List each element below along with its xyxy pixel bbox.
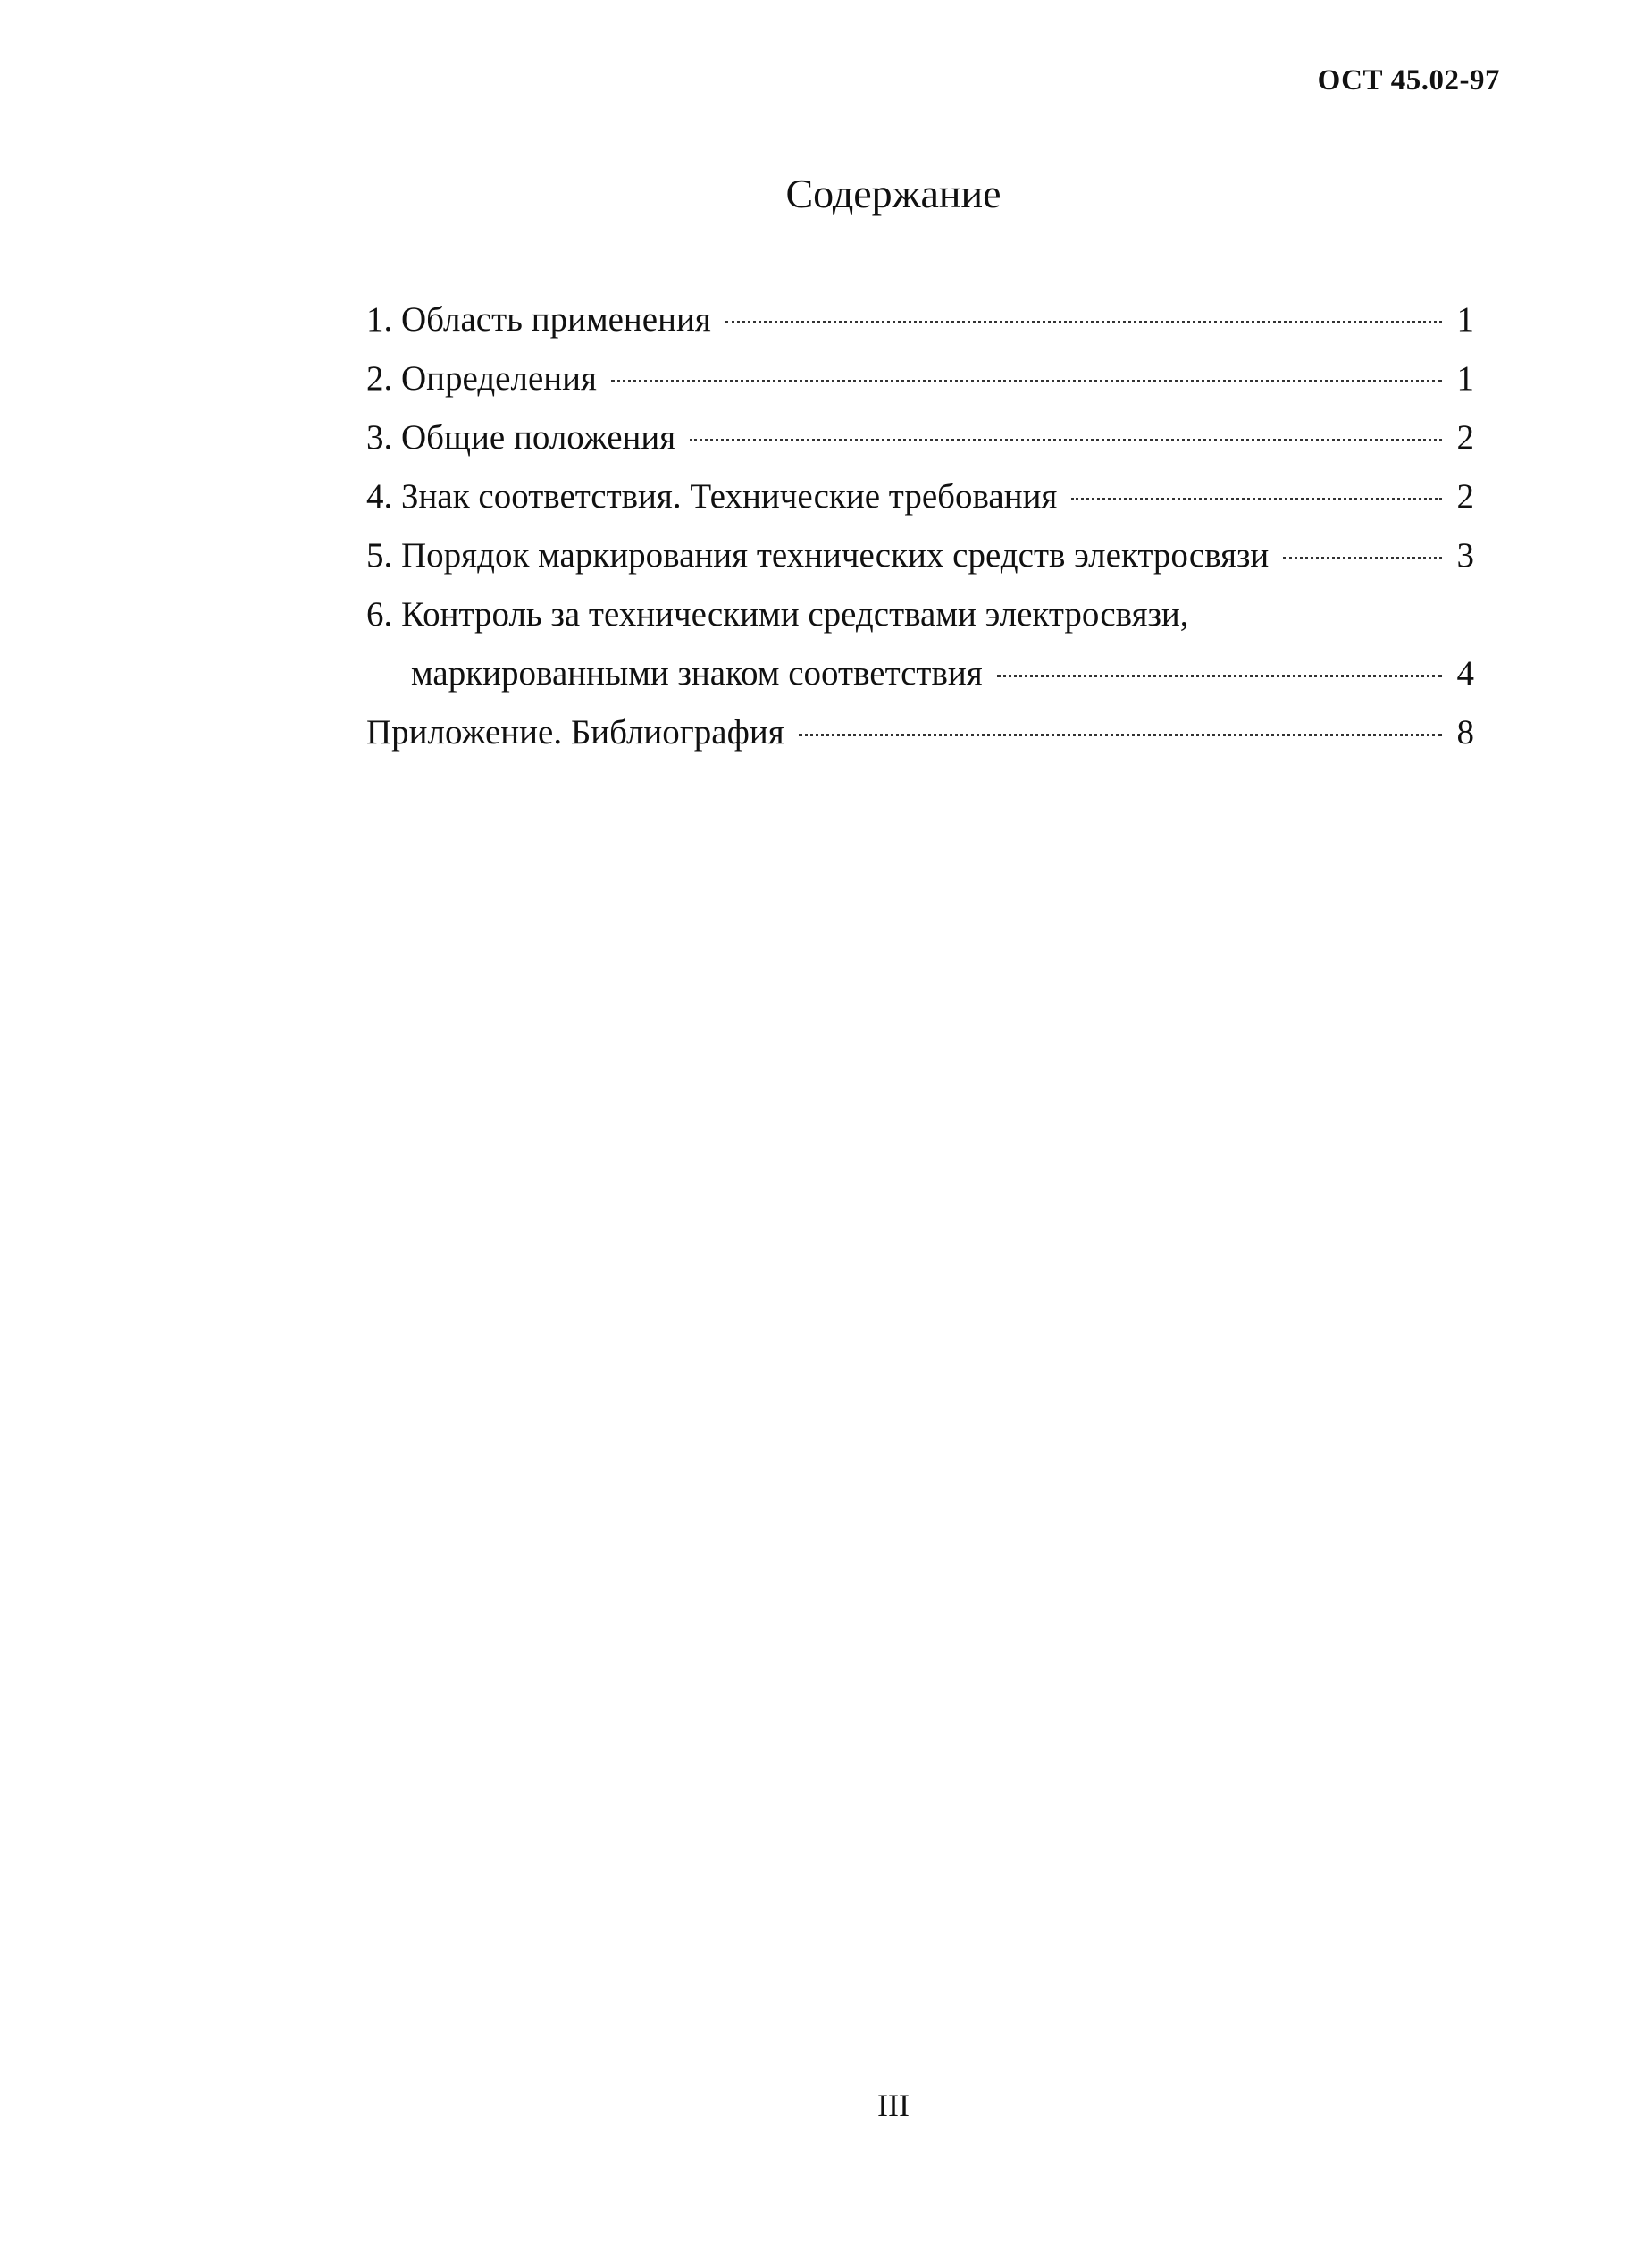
toc-entry-page: 2 xyxy=(1456,477,1474,516)
toc-entry-label: 6. Контроль за техническими средствами электросвязи, xyxy=(366,595,1189,634)
toc-entry-marking-procedure[interactable] xyxy=(366,526,1474,585)
toc-entry-general[interactable] xyxy=(366,408,1474,467)
dot-leader xyxy=(1071,498,1442,500)
dot-leader xyxy=(725,321,1442,323)
dot-leader xyxy=(799,734,1442,736)
toc-entry-page: 4 xyxy=(1456,654,1474,693)
toc-entry-appendix-bibliography[interactable] xyxy=(366,703,1474,762)
toc-entry-label: Приложение. Библиография xyxy=(366,713,784,752)
page-number: III xyxy=(877,2087,910,2123)
toc-entry-label: маркированными знаком соответствия xyxy=(411,654,983,693)
toc-entry-definitions[interactable] xyxy=(366,349,1474,408)
toc-entry-label: 1. Область применения xyxy=(366,300,711,339)
toc-entry-page: 1 xyxy=(1456,359,1474,398)
toc-entry-label: 3. Общие положения xyxy=(366,418,676,457)
toc-entry-scope[interactable] xyxy=(366,290,1474,349)
dot-leader xyxy=(1283,557,1442,559)
toc-entry-conformity-mark[interactable] xyxy=(366,467,1474,526)
toc-entry-page: 1 xyxy=(1456,300,1474,339)
document-code: ОСТ 45.02-97 xyxy=(1317,64,1500,97)
dot-leader xyxy=(997,675,1442,677)
toc-entry-control[interactable] xyxy=(366,585,1474,644)
table-of-contents xyxy=(366,290,1474,762)
dot-leader xyxy=(690,439,1442,441)
toc-entry-control-continued[interactable] xyxy=(366,644,1474,703)
toc-entry-label: 4. Знак соответствия. Технические требования xyxy=(366,477,1058,516)
toc-entry-page: 2 xyxy=(1456,418,1474,457)
toc-entry-label: 5. Порядок маркирования технических средств электросвязи xyxy=(366,536,1270,575)
toc-entry-label: 2. Определения xyxy=(366,359,597,398)
page-title: Содержание xyxy=(785,171,1002,216)
toc-entry-page: 3 xyxy=(1456,536,1474,575)
dot-leader xyxy=(611,380,1442,382)
toc-entry-page: 8 xyxy=(1456,713,1474,752)
